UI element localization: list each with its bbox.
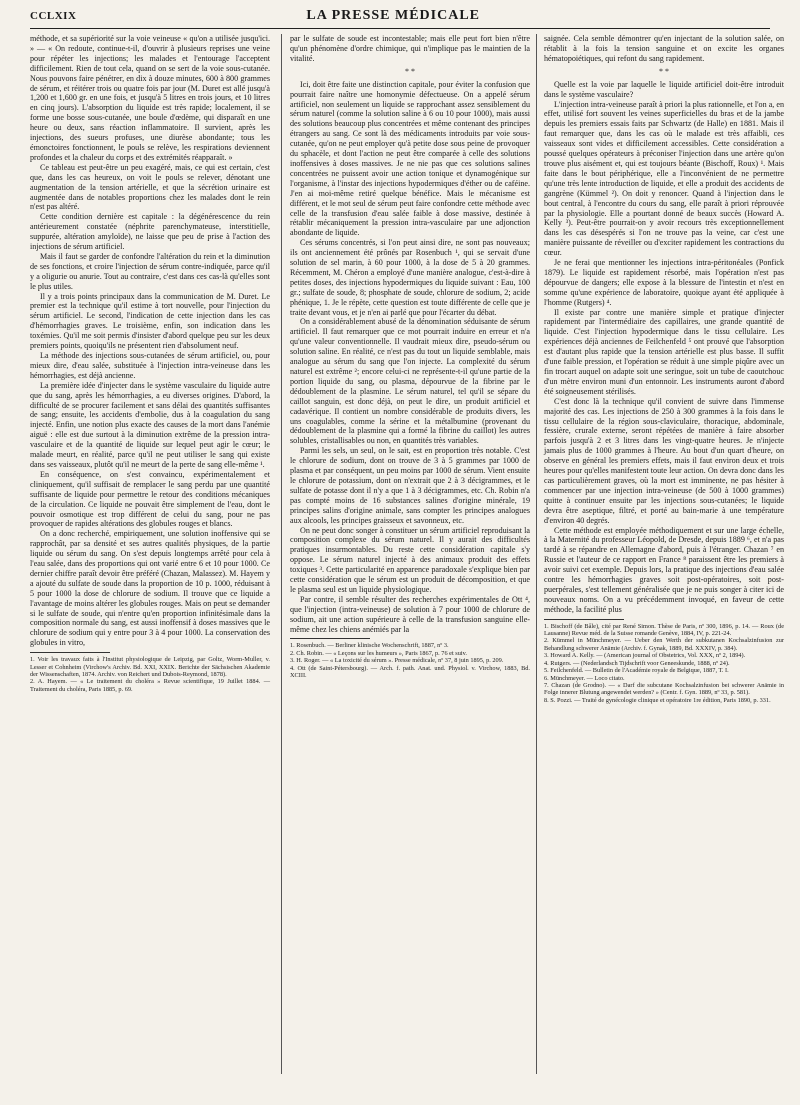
paragraph: Ici, doit être faite une distinction capitale, pour éviter la confusion que pourrait faire naître une homonymie défectueuse. On a appelé sérum artificiel, non seulement un liquide se rapprochant assez sensiblement du sérum naturel (comme la solution saline à 6 ou 10 pour 1000), mais aussi des solutions beaucoup plus concentrées et même contenant des principes étrangers au sang. Ce sont là des médicaments introduits par voie sous-cutanée, qu'on ne peut employer qu'à petite dose sous peine de provoquer du sphacèle, et dont l'action ne peut être comparée à celle des solutions inoffensives à doses massives. Je ne nie pas que ces solutions salines concentrées ne puissent avoir une action tonique et dynamogénique sur l'organisme, à l'instar des injections hypodermiques d'éther ou de caféine. J'en ai moi-même retiré quelque bénéfice. Mais le mécanisme est différent, et le mot seul de sérum peut faire confondre cette méthode avec celle de la transfusion d'eau salée faible à dose massive, destinée à rétablir mécaniquement la pression intra-vasculaire par une adjonction abondante de liquide. [290,79,530,238]
column-3 [544,34,784,704]
paragraph: On a considérablement abusé de la dénomination séduisante de sérum artificiel. Il faut remarquer que ce mot pourrait induire en erreur et n'a qu'une valeur conventionnelle. Il vaudrait mieux dire, pseudo-sérum ou solution saline. En réalité, ce n'est pas du tout un liquide semblable, mais analogue au sérum du sang que l'on injecte. La complexité du sérum naturel est extrême ²; encore celui-ci ne représente-t-il qu'une partie de la portion liquide du sang, ou plasma, dépourvue de la fibrine par le dédoublement de la plasmine. Le sérum naturel, tel qu'il se sépare du caillot sanguin, est donc déjà, on peut le dire, un produit artificiel et cadavérique. Il contient un nombre considérable de produits divers, les uns coagulables, comme la sérine et la métalbumine (provenant du dédoublement de la plasmine qui a formé la fibrine du caillot) les autres solubles, cristallisables ou non, en quantités très variables. [290,317,530,446]
paragraph: par le sulfate de soude est incontestable; mais elle peut fort bien n'être qu'un phénomène d'ordre chimique, qui n'implique pas le maintien de la vitalité. [290,34,530,63]
column-1 [30,34,270,693]
paragraph: Il existe par contre une manière simple et pratique d'injecter rapidement par l'intermédiaire des capillaires, une grande quantité de liquide. C'est l'injection hypodermique dans le tissu cellulaire. Les expériences déjà anciennes de Feilchenfeld ⁵ ont prouvé que l'absorption est d'autant plus rapide que la tension artérielle est plus basse. Il suffit d'une faible pression, et l'opération se réduit à une simple piqûre avec un fin trocart auquel on adapte soit une seringue, soit un tube de caoutchouc d'un mètre environ muni d'un entonnoir. Les instruments auront d'abord été soigneusement stérilisés. [544,307,784,396]
paragraph: Ce tableau est peut-être un peu exagéré, mais, ce qui est certain, c'est que, dans les cas heureux, on voit le pouls se relever, dénotant une augmentation de la tension artérielle, et que la sécrétion urinaire est augmentée dans de notables proportions chez les malades dont le rein n'est pas altéré. [30,162,270,212]
footnotes [290,642,530,679]
paragraph: Quelle est la voie par laquelle le liquide artificiel doit-être introduit dans le système vasculaire? [544,79,784,99]
paragraph: Mais il faut se garder de confondre l'altération du rein et la diminution de ses fonctions, et croire l'injection de sérum contre-indiquée, parce qu'il y a oligurie ou anurie. Tout au contraire, c'est dans ces cas-là qu'elles sont le plus utiles. [30,251,270,291]
footnote: 3. Howard A. Kelly. — (American journal of Obstetrics, Vol. XXX, nº 2, 1894). [544,652,746,660]
paragraph: Cette condition dernière est capitale : la dégénérescence du rein antérieurement constatée (néphrite parenchymateuse, interstitielle, suppurée, altération amyloïde), ne laisse que peu de prise à l'action des injections de sérum artificiel. [30,212,270,252]
footnote: 3. H. Roger. — « La toxicité du sérum ». Presse médicale, nº 37, 8 juin 1895, p. 209. [290,657,504,665]
paragraph: Parmi les sels, un seul, on le sait, est en proportion très notable. C'est le chlorure de sodium, dont on trouve de 3 à 5 grammes par 1000 de plasma et par conséquent, un peu moins par 1000 de sérum. Vient ensuite le chlorure de potassium, dont on n'extrait que 2 à 3 décigrammes, et le sulfate de potasse dont il n'y a que 1 à 3 décigrammes, etc. Ch. Robin n'a pas compté moins de 16 substances salines d'origine minérale, 19 principes salins d'origine animale, sans compter les principes analogues aux alcools, les principes graisseux et savonneux, etc. [290,446,530,525]
column-divider [281,34,282,1074]
section-separator: * * [405,66,415,76]
paragraph: On ne peut donc songer à constituer un sérum artificiel reproduisant la composition complexe du sérum naturel. Il y aurait des difficultés pratiques insurmontables. Du reste cette considération capitale s'y oppose. Le sérum naturel injecté à des animaux produit des effets toxiques ³. Cette particularité en apparence paradoxale s'explique bien par cette considération que le sérum est un produit de décomposition, et que le plasma seul est un liquide physiologique. [290,525,530,594]
paragraph: On a donc recherché, empiriquement, une solution inoffensive qui se rapprochât, par sa densité et ses autres qualités physiques, de la partie liquide ou sérum du sang. On s'est depuis longtemps arrêté pour cela à l'eau salée, dans des proportions qui ont varié entre 6 et 10 pour 1000. Ce dernier chiffre paraît devoir être préféré (Chazan, Malassez). M. Hayem y a ajouté du sulfate de soude dans la proportion de 10 p. 1000, réduisant à 5 pour 1000 la dose de chlorure de sodium. Il trouve que ce liquide a l'avantage de moins altérer les globules rouges. Mais on peut se demander si le sulfate de soude, qui n'entre qu'en proportion infinitésimale dans la composition normale du sang, est aussi inoffensif à doses massives que le chlorure de sodium qui y entre pour 3 à 4 pour 1000. La conservation des globules in vitro, [30,529,270,648]
header-rule [30,28,770,29]
paragraph: Il y a trois points principaux dans la communication de M. Duret. Le premier est la technique qu'il estime à tort nouvelle, pour l'injection du sérum artificiel. Le second, l'indication de cette injection dans les cas d'hémorrhagies graves. Le troisième, enfin, son indication dans les toxémies. Qu'il me soit permis d'insister d'abord quelque peu sur les deux premiers points, quoiqu'ils ne présentent rien d'absolument neuf. [30,291,270,351]
paragraph: L'injection intra-veineuse paraît à priori la plus rationnelle, et l'on a, en effet, utilisé fort souvent les veines superficielles du bras et de la jambe depuis les premiers essais faits par Schwartz (de Halle) en 1881. Mais il faut remarquer que, dans les cas où le malade est très affaibli, ces vaisseaux sont vides et difficilement accessibles. Cette considération a poussé quelques opérateurs à préconiser l'injection dans une artère qu'on trouve plus aisément et, qui est toujours béante (Bischoff, Roux) ¹. Mais faite dans le bout périphérique, elle a l'inconvénient de ne permettre qu'une très lente introduction de liquide, et elle a produit des accidents de gangrène (Kümmel ²). On doit y renoncer. Quand à l'injection dans le bout central, à l'encontre du cours du sang, elle paraît à priori réprouvée par la physiologie. Elle a pourtant donné de beaux succès (Howard A. Kelly ³). Peut-être pourrait-on y avoir recours très exceptionnellement dans les cas désespérés si l'on ne trouve pas la veine, car c'est une manière puissante de réveiller ou d'exciter rapidement les contractions du cœur. [544,99,784,258]
footnote: 6. Münchmeyer. — Loco citato. [544,674,625,682]
paragraph: La première idée d'injecter dans le système vasculaire du liquide autre que du sang, après les hémorrhagies, a eu diverses origines. D'abord, la difficulté de se procurer facilement et sans délai des quantités suffisantes de sang; ensuite, les accidents d'embolie, dus à la coagulation du sang injecté. Enfin, une notion plus exacte des causes de la mort dans l'anémie aiguë : elle est due surtout à la diminution extrême de la pression intra-vasculaire et de la quantité de liquide sur lequel peut agir le cœur; le malade meurt, en réalité, parce qu'il ne peut utiliser le sang qui existe dans ses vaisseaux, plutôt qu'il ne meurt de la perte de sang elle-même ¹. [30,380,270,469]
column-2 [290,34,530,680]
footnote: 2. A. Hayem. — « Le traitement du choléra » Revue scientifique, 19 Juillet 1884. — Traitement du choléra, Paris 1885, p. 69. [30,678,270,693]
paragraph: En conséquence, on s'est convaincu, expérimentalement et cliniquement, qu'il suffisait de remplacer le sang perdu par une quantité suffisante de liquide pour permettre le retour des conditions mécaniques de la circulation. Ce liquide ne pouvait être simplement de l'eau, dont le pouvoir osmotique est trop différent de celui du sang, pour ne pas provoquer de rapides altérations des globules rouges et blancs. [30,469,270,529]
footnote: 2. Ch. Robin. — « Leçons sur les humeurs », Paris 1867, p. 76 et suiv. [290,649,467,657]
page-number: CCLXIX [30,10,77,22]
paragraph: Ces sérums concentrés, si l'on peut ainsi dire, ne sont pas nouveaux; ils ont anciennement été prônés par Rosenbuch ¹, qui se servait d'une solution de sel marin, à 60 pour 1000, à la dose de 5 à 20 grammes. Récemment, M. Chéron a employé d'une manière analogue, c'est-à-dire à petites doses, des injections hypodermiques du liquide suivant : Eau, 100 gr.; sulfate de soude, 8; phosphate de soude, chlorure de sodium, 2; acide phénique, 1. Je le répète, cette question est toute différente de celle que je traite devant vous, et je n'en ai parlé que pour l'écarter du débat. [290,238,530,317]
footnote-rule [290,638,370,639]
paragraph: Cette méthode est employée méthodiquement et sur une large échelle, à la Maternité du professeur Léopold, de Dresde, depuis 1889 ⁶, et n'a pas tardé à se répandre en Allemagne d'abord, puis à l'étranger. Chazan ⁷ en Russie et l'auteur de ce rapport en France ⁸ paraissent être les premiers à avoir suivi cet exemple. Depuis lors, la pratique des injections d'eau salée contre les hémorrhagies graves soit post-opératoires, soit post-puerpérales, s'est tellement généralisée que je ne puis songer à citer ici de nouveaux noms. On a vu précédemment invoqué, en faveur de cette méthode, la facilité plus [544,525,784,614]
footnote: 7. Chazan (de Grodno). — « Darf die subcutane Kochsalzinfusion bei schwerer Anämie in Folge innerer Blutung angewendet werden? » (Centr. f. Gyn. 1889, nº 33, p. 581). [544,681,784,697]
page-header [30,6,770,26]
footnotes [544,623,784,704]
footnote: 1. Bischoff (de Bâle), cité par René Simon. Thèse de Paris, nº 300, 1896, p. 14. — Roux (de Lausanne) Revue méd. de la Suisse romande Genève, 1884, IV, p. 221-24. [544,622,784,638]
column-divider [536,34,537,1074]
footnote-rule [544,619,624,620]
footnote: 5. Feilchenfeld. — Bulletin de l'Académie royale de Belgique, 1887, T. I. [544,667,729,675]
footnotes [30,656,270,693]
paragraph: Par contre, il semble résulter des recherches expérimentales de Ott ⁴, que l'injection (intra-veineuse) de solution à 7 pour 1000 de chlorure de sodium, ait une action supérieure à celle de la transfusion sanguine elle-même chez les chiens anémiés par la [290,594,530,634]
footnote: 4. Rutgers. — (Nederlandsch Tijdschrift voor Geneeskunde, 1888, nº 24). [544,659,730,667]
footnote: 4. Ott (de Saint-Pétersbourg). — Arch. f. path. Anat. und. Physiol. v. Virchow, 1883, Bd. XCIII. [290,664,530,680]
footnote-rule [30,652,110,653]
paragraph: saignée. Cela semble démontrer qu'en injectant de la solution salée, on rétablit à la fois la tension sanguine et on excite les organes hématopoiétiques, qui refont du sang rapidement. [544,34,784,63]
section-separator: * * [659,66,669,76]
footnote: 1. Voir les travaux faits à l'Institut physiologique de Leipzig, par Goltz, Worm-Muller, v. Lesser et Cohnheim (Virchow's Archiv. Bd. XXI, XXIX. Berichte der Sächsischen Akademie der Wissenschaften, 1874. Archiv. von Reichert und Dubois-Reymond, 1878). [30,656,270,678]
footnote: 1. Rosenbuch. — Berliner klinische Wochenschrift, 1887, nº 3. [290,642,449,650]
footnote: 8. S. Pozzi. — Traité de gynécologie clinique et opératoire 1re édition, Paris 1890, p. 331. [544,696,771,704]
paragraph: méthode, et sa supériorité sur la voie veineuse « qu'on a utilisée jusqu'ici. » — « On redoute, continue-t-il, d'ouvrir à plusieurs reprises une veine pour répéter les injections; les malades et l'entourage l'acceptent difficilement. Rien de tout cela, quand on se sert de la voie sous-cutanée. Nous pouvons faire pénétrer, en dix à douze minutes, 600 à 800 grammes de sérum, et réitérer trois ou quatre fois par jour (M. Duret est allé jusqu'à 1,200 et 1,600 gr. en une fois, et jusqu'à 5 litres en trois jours, et 10 litres en cinq jours). L'absorption du liquide est très rapide; localement, il se forme une bosse sous-cutanée, une boule d'œdème, qui disparaît en une heure ou deux, sans réaction inflammatoire. Il survient, après les injections, des sueurs profuses, une diurèse abondante; tous les émonctoires fonctionnent, le pouls se relève, les respirations deviennent profondes et la chaleur du corps et des extrémités réapparaît. » [30,34,270,162]
footnote: 2. Kümmel in Münchmeyer. — Ueber den Werth der subkutanen Kochsalzinfusion zur Behandlung schwerer Anämie (Archiv. f. Gynak, 1889, Bd. XXXIV, p. 384). [544,637,784,652]
paragraph: Je ne ferai que mentionner les injections intra-péritonéales (Ponfick 1879). Le liquide est rapidement résorbé, mais l'opération n'est pas dépourvue de dangers; elle expose à la blessure de l'intestin et n'est en somme qu'une expérience de laboratoire, quoique ayant été appliquée à l'homme (Rutgers) ⁴. [544,258,784,307]
journal-title: LA PRESSE MÉDICALE [306,8,480,23]
paragraph: La méthode des injections sous-cutanées de sérum artificiel, ou, pour mieux dire, d'eau salée, substituée à l'injection intra-veineuse dans les hémorrhagies, est déjà ancienne. [30,351,270,380]
paragraph: C'est donc là la technique qu'il convient de suivre dans l'immense majorité des cas. Les injections de 250 à 300 grammes à la fois dans le tissu cellulaire de la région sous-claviculaire, thoracique, abdominale, fessière, crurale externe, seront répétées de manière à faire absorber parfois jusqu'à 2 et 3 litres dans les vingt-quatre heures. Je n'injecte jamais plus de 1000 grammes à l'heure. Au bout d'un quart d'heure, on observe en général les premiers effets, mais il faut environ deux et trois heures pour qu'elles manifestent toute leur action. On devra donc dans les cas particulièrement graves, où la mort est imminente, ne pas hésiter à commencer par une injection intra-veineuse (de 500 à 1000 grammes) quitte à continuer ensuite par les injections sous-cutanées; le liquide devra être aseptique, filtré, et porté au bain-marie à une température d'environ 40 degrés. [544,396,784,525]
